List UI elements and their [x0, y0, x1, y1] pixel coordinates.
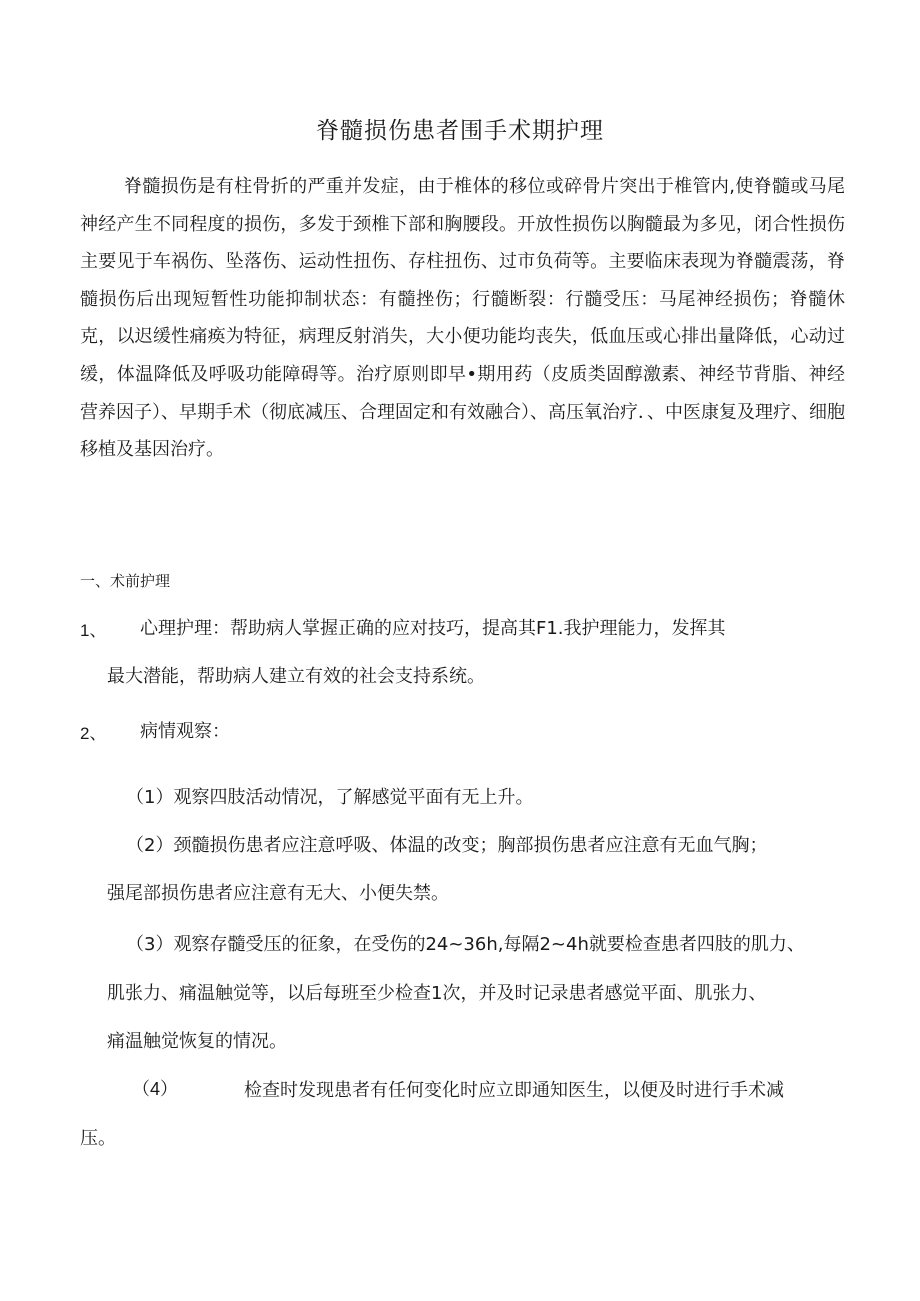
- section-heading-preop: 一、术前护理: [80, 572, 171, 590]
- intro-text: 脊髓损伤是有柱骨折的严重并发症，由于椎体的移位或碎骨片突出于椎管内,使脊髓或马尾神经产生不同程度的损伤，多发于颈椎下部和胸腰段。开放性损伤以胸髓最为多见，闭合性损伤主要见于车祸伤、坠落伤、运动性扭伤、存柱扭伤、过市负荷等。主要临床表现为脊髓震荡，脊髓损伤后出现短暂性功能抑制状态：有髓挫伤；行髓断裂：行髓受压：马尾神经损伤；脊髓休克，以迟缓性痛痪为特征，病理反射消失，大小便功能均丧失，低血压或心排出量降低，心动过缓，体温降低及呼吸功能障碍等。治疗原则即早•期用药（皮质类固醇激素、神经节背脂、神经营养因子）、早期手术（彻底减压、合理固定和有效融合）、高压氧治疗．、中医康复及理疗、细胞移植及基因治疗。: [80, 176, 845, 461]
- sub-item-3-line-2: 肌张力、痛温触觉等，以后每班至少检查1次，并及时记录患者感觉平面、肌张力、: [107, 983, 767, 1004]
- sub-item-2-line-2: 强尾部损伤患者应注意有无大、小便失禁。: [107, 883, 449, 904]
- item-number-1: 1、: [80, 621, 107, 640]
- item-1-line-1: 心理护理：帮助病人掌握正确的应对技巧，提高其F1.我护理能力，发挥其: [140, 618, 726, 639]
- document-title: 脊髓损伤患者围手术期护理: [316, 118, 604, 144]
- sub-item-1: （1）观察四肢活动情况，了解感觉平面有无上升。: [126, 787, 534, 808]
- item-2-text: 病情观察：: [140, 721, 230, 742]
- sub-item-3-line-3: 痛温触觉恢复的情况。: [107, 1031, 287, 1052]
- sub-item-2-line-1: （2）颈髓损伤患者应注意呼吸、体温的改变；胸部损伤患者应注意有无血气胸；: [126, 835, 768, 856]
- sub-item-4-line-2: 压。: [80, 1128, 116, 1149]
- intro-paragraph: [80, 168, 845, 469]
- sub-item-4-line-1: 检查时发现患者有任何变化时应立即通知医生，以便及时进行手术减: [244, 1080, 784, 1101]
- sub-item-4-number: （4）: [132, 1079, 179, 1099]
- sub-item-3-line-1: （3）观察存髓受压的征象，在受伤的24~36h,每隔2~4h就要检查患者四肢的肌力、: [126, 934, 805, 955]
- item-1-line-2: 最大潜能，帮助病人建立有效的社会支持系统。: [107, 666, 485, 687]
- item-number-2: 2、: [80, 724, 107, 743]
